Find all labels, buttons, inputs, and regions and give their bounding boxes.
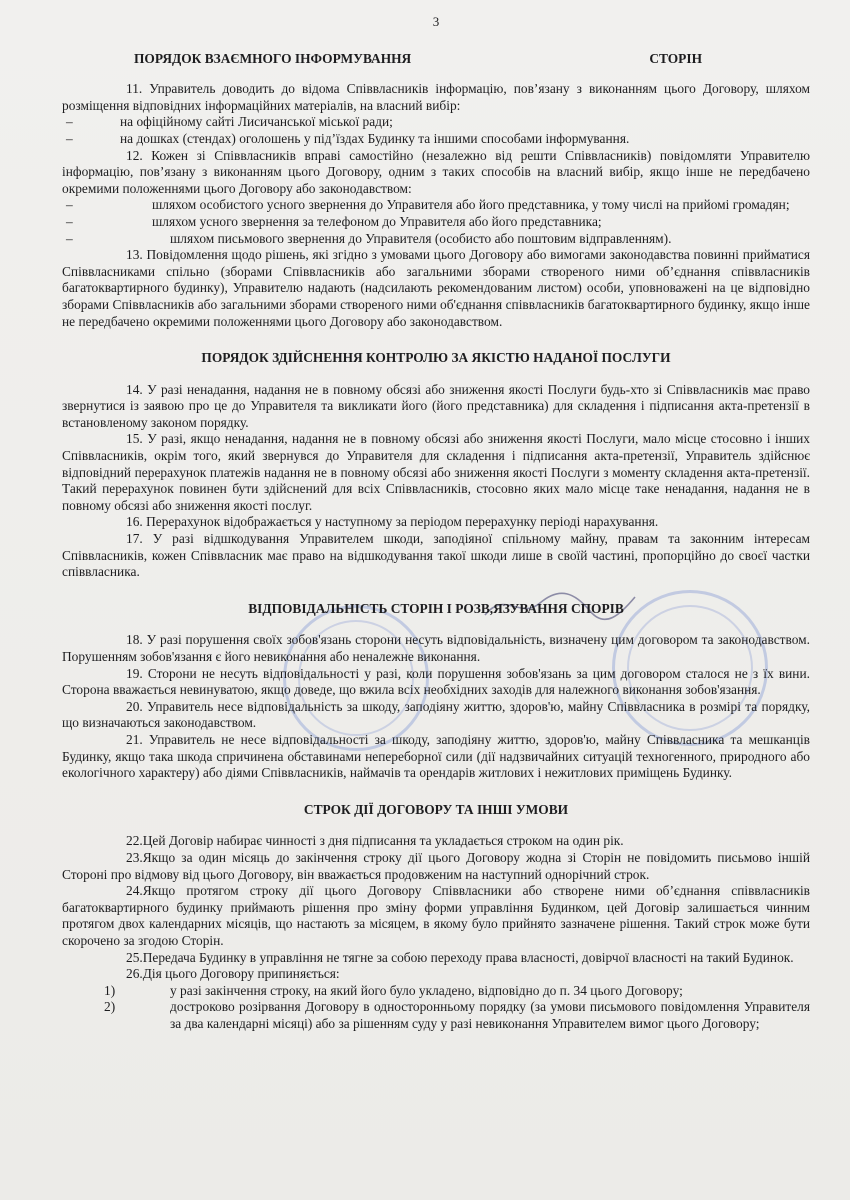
clause-24: 24.Якщо протягом строку дії цього Договору Співвласники або створене ними об’єднання співвласників багатоквартирного будинку приймають рішення про зміну форми управління Будинком, цей Договір залишається чинним протягом двох календарних місяців, що настають за місяцем, в якому було прийнято зазначене рішення. Такий строк може бути скорочено за згодою Сторін. (62, 883, 810, 948)
clause-11-item-a (62, 114, 810, 131)
clause-11-item-b-text: на дошках (стендах) оголошень у під’їздах Будинку та іншими способами інформування. (120, 130, 630, 146)
page-number: 3 (432, 14, 440, 29)
section-heading-term: СТРОК ДІЇ ДОГОВОРУ ТА ІНШІ УМОВИ (303, 801, 569, 817)
item-number: 2) (104, 999, 116, 1015)
dash-marker: – (66, 213, 73, 229)
clause-26-item-2 (62, 999, 810, 1032)
clause-26-item-1-text: у разі закінчення строку, на який його було укладено, відповідно до п. 34 цього Договору; (170, 982, 683, 998)
section-heading-liability: ВІДПОВІДАЛЬНІСТЬ СТОРІН І РОЗВ,ЯЗУВАННЯ СПОРІВ (248, 600, 624, 616)
clause-12-item-b (62, 214, 810, 231)
dash-marker: – (66, 114, 73, 130)
dash-marker: – (66, 230, 73, 246)
clause-16: 16. Перерахунок відображається у наступному за періодом перерахунку періоді нарахування. (126, 514, 659, 530)
clause-19: 19. Сторони не несуть відповідальності у разі, коли порушення зобов'язань за цим договором сталося не з їх вини. Сторона вважається невинуватою, якщо доведе, що вжила всіх необхідних заходів для належного виконання зобов'язання. (62, 665, 810, 698)
clause-12: 12. Кожен зі Співвласників вправі самостійно (незалежно від решти Співвласників) повідомляти Управителю інформацію, пов’язану з виконанням цього Договору, одним з таких способів на власний вибір, якщо інше не передбачено окремими положеннями цього Договору або законодавством: (62, 147, 810, 196)
clause-25: 25.Передача Будинку в управління не тягне за собою переходу права власності, довірчої власності на такий Будинок. (126, 949, 794, 965)
clause-22: 22.Цей Договір набирає чинності з дня підписання та укладається строком на один рік. (126, 833, 624, 849)
clause-11-item-b (62, 131, 810, 148)
clause-12-item-a-text: шляхом особистого усного звернення до Управителя або його представника, у тому числі на прийомі громадян; (152, 197, 790, 213)
clause-21: 21. Управитель не несе відповідальності за шкоду, заподіяну життю, здоров'ю, майну Співвласника та мешканців Будинку, якщо така шкода спричинена обставинами непереборної сили (дії надзвичайних ситуацій техногенного, природного або екологічного характеру) або діями Співвласників, наймачів та орендарів житлових і нежитлових приміщень Будинку. (62, 731, 810, 781)
clause-26-item-1 (62, 983, 810, 1000)
heading-left: ПОРЯДОК ВЗАЄМНОГО ІНФОРМУВАННЯ (134, 50, 412, 66)
dash-marker: – (66, 130, 73, 146)
document-body (62, 14, 810, 1032)
clause-18: 18. У разі порушення своїх зобов'язань сторони несуть відповідальність, визначену цим договором та законодавством. Порушенням зобов'язання є його невиконання або неналежне виконання. (62, 632, 810, 664)
item-number: 1) (104, 982, 116, 998)
clause-15: 15. У разі, якщо ненадання, надання не в повному обсязі або зниження якості Послуги, мало місце стосовно і інших Співвласників, окрім того, який звернувся до Управителя для складення і підписання акта-претензії, Управитель здійснює відповідний перерахунок платежів надання не в повному обсязі або зниження якості Послуги з моменту складення акта-претензії. Такий перерахунок повинен бути здійснений для всіх Співвласників, стосовно яких мало місце таке ненадання, надання не в повному обсязі або зниження якості послуг. (62, 431, 810, 513)
heading-right: СТОРІН (649, 50, 702, 66)
clause-11-item-a-text: на офіційному сайті Лисичанської міської ради; (120, 114, 393, 130)
clause-11: 11. Управитель доводить до відома Співвласників інформацію, пов’язану з виконанням цього Договору, шляхом розміщення відповідних інформаційних матеріалів, на власний вибір: (62, 81, 810, 113)
clause-26: 26.Дія цього Договору припиняється: (126, 966, 340, 982)
clause-23: 23.Якщо за один місяць до закінчення строку дії цього Договору жодна зі Сторін не повідомить письмово іншій Стороні про відмову від цього Договору, він вважається продовженим на наступний однорічний строк. (62, 849, 810, 882)
section-heading-quality-control: ПОРЯДОК ЗДІЙСНЕННЯ КОНТРОЛЮ ЗА ЯКІСТЮ НАДАНОЇ ПОСЛУГИ (201, 350, 671, 366)
clause-17: 17. У разі відшкодування Управителем шкоди, заподіяної спільному майну, правам та законним інтересам Співвласників, кожен Співвласник має право на відшкодування такої шкоди лише в своїй частині, пропорційно до своєї частки співвласника. (62, 531, 810, 580)
clause-26-item-2-text: достроково розірвання Договору в односторонньому порядку (за умови письмового повідомлення Управителя за два календарні місяці) або за рішенням суду у разі невиконання Управителем вимог цього Договору; (170, 999, 810, 1031)
dash-marker: – (66, 197, 73, 213)
clause-20: 20. Управитель несе відповідальність за шкоду, заподіяну життю, здоров'ю, майну Співвласника в розмірі та порядку, що визначаються законодавством. (62, 698, 810, 731)
clause-13: 13. Повідомлення щодо рішень, які згідно з умовами цього Договору або вимогами законодавства повинні прийматися Співвласниками спільно (зборами Співвласників або загальними зборами створеного ними об’єднання співвласників багатоквартирного будинку), Управителю надають (надсилають рекомендованим листом) особи, уповноважені на це відповідно зборами Співвласників або загальними зборами створеного ними об'єднання співвласників багатоквартирного будинку, якщо інше не передбачено окремими положеннями цього Договору або законодавством. (62, 247, 810, 329)
section-heading-information (62, 51, 810, 68)
clause-12-item-a (62, 197, 810, 214)
clause-12-item-c-text: шляхом письмового звернення до Управителя (особисто або поштовим відправленням). (170, 230, 672, 246)
clause-12-item-b-text: шляхом усного звернення за телефоном до Управителя або його представника; (152, 213, 602, 229)
clause-14: 14. У разі ненадання, надання не в повному обсязі або зниження якості Послуги будь-хто зі Співвласників має право звернутися із заявою про це до Управителя та викликати його (його представника) для складення і підписання акта-претензії в встановленому законом порядку. (62, 381, 810, 430)
clause-12-item-c (62, 231, 810, 248)
